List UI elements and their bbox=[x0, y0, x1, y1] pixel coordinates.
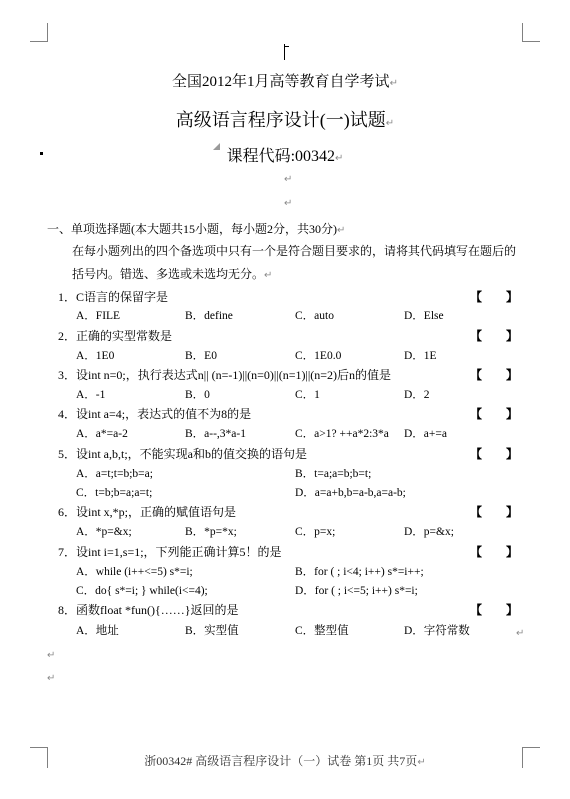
question-3-stem: 3．设int n=0;，执行表达式n|| (n=-1)||(n=0)||(n=1)||(n=2)后n的值是 bbox=[58, 368, 392, 382]
question-4-option-a: A．a*=a-2 bbox=[76, 428, 128, 440]
question-7-option-c: C．do{ s*=i; } while(i<=4); bbox=[76, 585, 208, 597]
question-6-option-d: D．p=&x; bbox=[404, 526, 454, 538]
instruction-line-2 bbox=[72, 265, 272, 282]
question-4-option-b: B．a--,3*a-1 bbox=[185, 428, 246, 440]
paragraph-mark: ↵ bbox=[335, 153, 344, 164]
question-2-option-a: A．1E0 bbox=[76, 350, 115, 362]
paragraph-mark: ↵ bbox=[47, 650, 56, 661]
course-code bbox=[0, 143, 570, 166]
paragraph-mark: ↵ bbox=[516, 628, 525, 639]
question-6-stem: 6．设int x,*p;，正确的赋值语句是 bbox=[58, 505, 237, 519]
question-8-option-b: B．实型值 bbox=[185, 625, 239, 637]
course-title bbox=[0, 106, 570, 132]
paragraph-mark: ↵ bbox=[284, 198, 293, 209]
question-8-stem: 8．函数float *fun(){……}返回的是 bbox=[58, 603, 239, 617]
paragraph-mark: ↵ bbox=[389, 78, 398, 89]
paragraph-mark: ↵ bbox=[385, 118, 395, 129]
question-4-option-c: C．a>1? ++a*2:3*a bbox=[295, 428, 389, 440]
question-8-option-d: D．字符常数 bbox=[404, 625, 470, 637]
section-heading-text: 一、单项选择题(本大题共15小题，每小题2分，共30分) bbox=[47, 222, 337, 236]
answer-bracket: 【 】 bbox=[470, 329, 519, 343]
question-3-option-a: A．-1 bbox=[76, 389, 106, 401]
question-5-stem: 5．设int a,b,t;，不能实现a和b的值交换的语句是 bbox=[58, 447, 307, 461]
question-7-option-b: B．for ( ; i<4; i++) s*=i++; bbox=[295, 566, 424, 578]
instruction-line-1: 在每小题列出的四个备选项中只有一个是符合题目要求的，请将其代码填写在题后的 bbox=[72, 244, 517, 258]
question-1-option-d: D．Else bbox=[404, 310, 444, 322]
question-2-option-b: B．E0 bbox=[185, 350, 217, 362]
answer-bracket: 【 】 bbox=[470, 447, 519, 461]
question-7-stem: 7．设int i=1,s=1;，下列能正确计算5！的是 bbox=[58, 545, 282, 559]
question-6-option-c: C．p=x; bbox=[295, 526, 336, 538]
page-footer bbox=[0, 752, 570, 769]
question-2-option-d: D．1E bbox=[404, 350, 437, 362]
section-heading bbox=[47, 220, 345, 237]
question-5-option-b: B．t=a;a=b;b=t; bbox=[295, 468, 372, 480]
question-4-option-d: D．a+=a bbox=[404, 428, 447, 440]
question-5-option-d: D．a=a+b,b=a-b,a=a-b; bbox=[295, 487, 406, 499]
question-4-stem: 4．设int a=4;，表达式的值不为8的是 bbox=[58, 407, 252, 421]
question-3-option-c: C．1 bbox=[295, 389, 320, 401]
crop-mark-top-left bbox=[30, 23, 48, 42]
crop-mark-top-right bbox=[522, 23, 540, 42]
course-code-text: 课程代码:00342 bbox=[226, 148, 336, 165]
answer-bracket: 【 】 bbox=[470, 505, 519, 519]
answer-bracket: 【 】 bbox=[470, 368, 519, 382]
page-footer-text: 浙00342# 高级语言程序设计（一）试卷 第1页 共7页 bbox=[144, 754, 418, 768]
answer-bracket: 【 】 bbox=[470, 290, 519, 304]
paragraph-mark: ↵ bbox=[337, 225, 346, 236]
answer-bracket: 【 】 bbox=[470, 407, 519, 421]
question-7-option-a: A．while (i++<=5) s*=i; bbox=[76, 566, 193, 578]
question-5-option-c: C．t=b;b=a;a=t; bbox=[76, 487, 153, 499]
question-3-option-b: B．0 bbox=[185, 389, 210, 401]
paragraph-mark: ↵ bbox=[264, 270, 273, 281]
question-6-option-b: B．*p=*x; bbox=[185, 526, 237, 538]
exam-title bbox=[0, 70, 570, 91]
question-1-stem: 1．C语言的保留字是 bbox=[58, 290, 169, 304]
question-2-stem: 2．正确的实型常数是 bbox=[58, 329, 173, 343]
instruction-line-2-text: 括号内。错选、多选或未选均无分。 bbox=[72, 267, 265, 281]
course-title-text: 高级语言程序设计(一)试题 bbox=[175, 110, 386, 130]
question-8-option-a: A．地址 bbox=[76, 625, 119, 637]
answer-bracket: 【 】 bbox=[470, 545, 519, 559]
question-5-option-a: A．a=t;t=b;b=a; bbox=[76, 468, 153, 480]
question-3-option-d: D．2 bbox=[404, 389, 430, 401]
question-7-option-d: D．for ( ; i<=5; i++) s*=i; bbox=[295, 585, 418, 597]
exam-title-text: 全国2012年1月高等教育自学考试 bbox=[172, 74, 390, 90]
answer-bracket: 【 】 bbox=[470, 603, 519, 617]
question-1-option-a: A．FILE bbox=[76, 310, 121, 322]
question-6-option-a: A．*p=&x; bbox=[76, 526, 132, 538]
paragraph-mark: ↵ bbox=[284, 174, 293, 185]
question-2-option-c: C．1E0.0 bbox=[295, 350, 342, 362]
question-1-option-c: C．auto bbox=[295, 310, 334, 322]
question-1-option-b: B．define bbox=[185, 310, 233, 322]
question-8-option-c: C．整型值 bbox=[295, 625, 349, 637]
cursor-flag bbox=[285, 46, 289, 47]
paragraph-mark: ↵ bbox=[47, 673, 56, 684]
paragraph-mark: ↵ bbox=[417, 757, 426, 768]
